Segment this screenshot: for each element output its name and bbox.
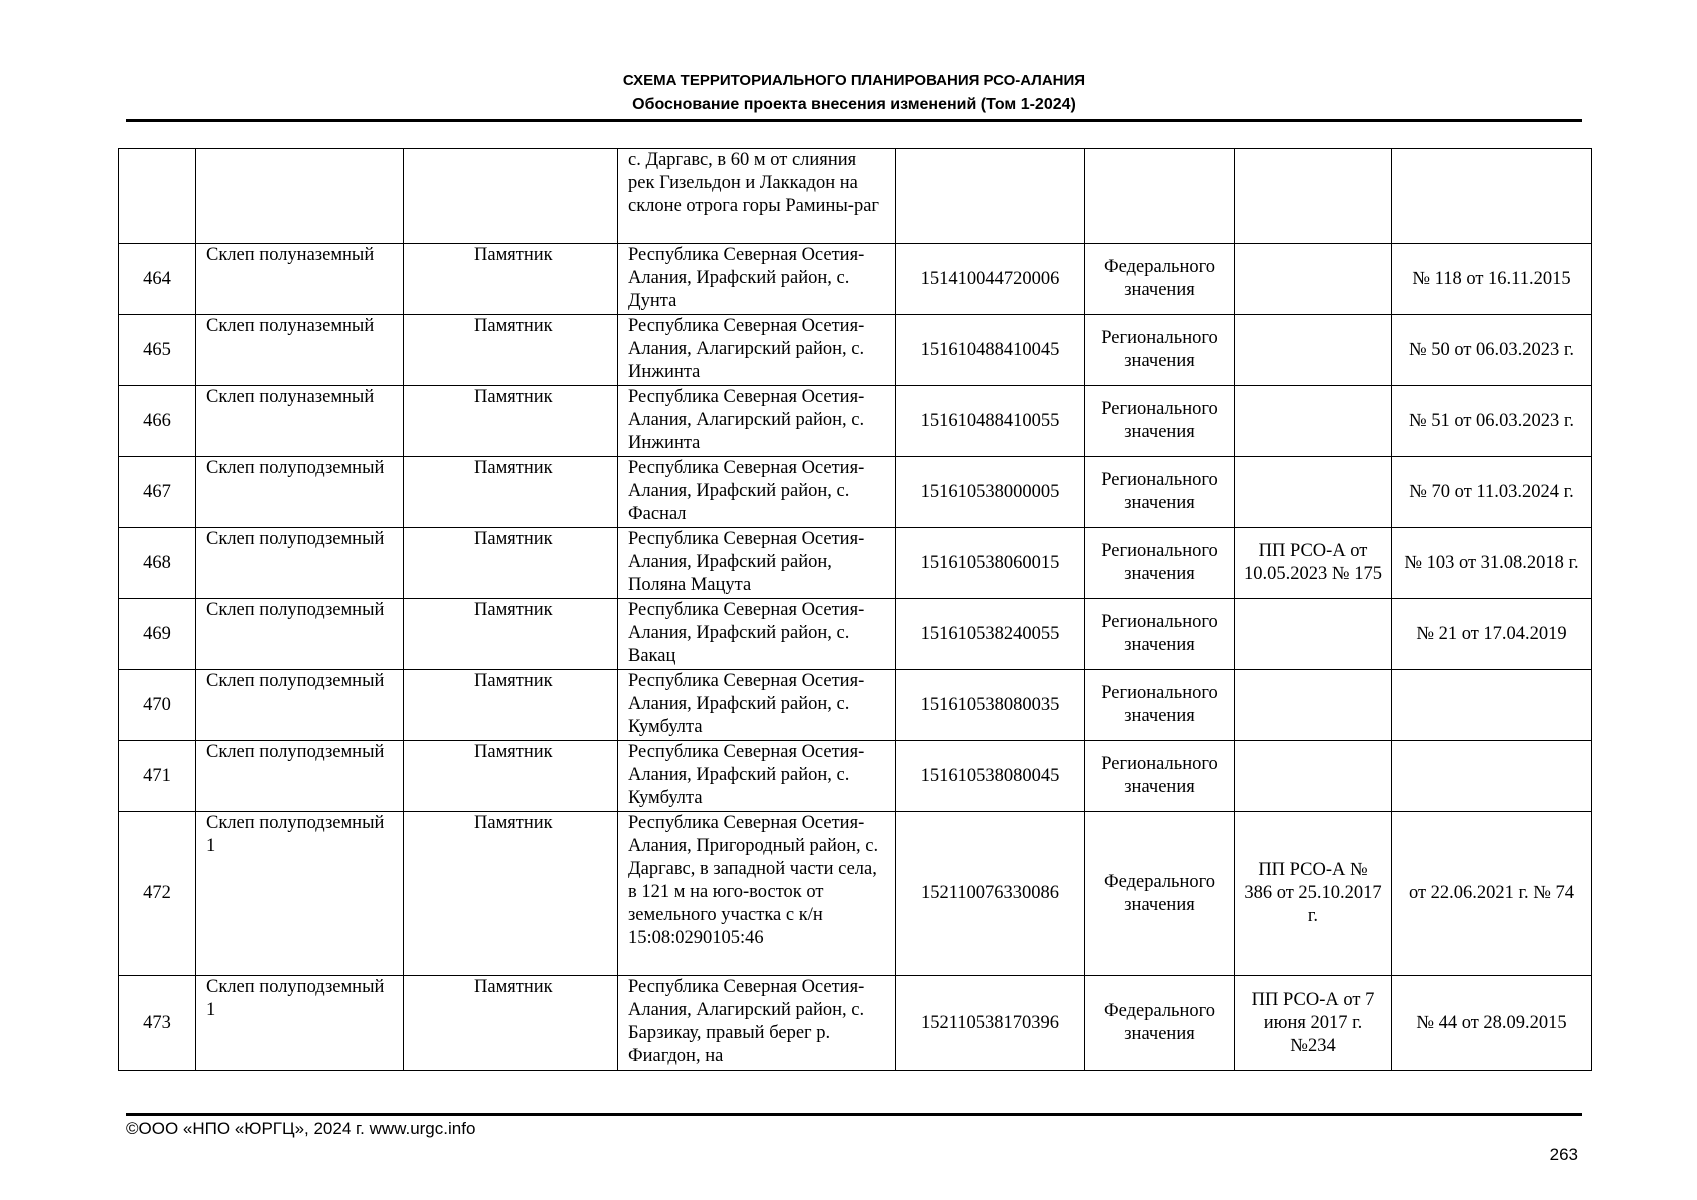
object-category-cell: Памятник [404, 244, 618, 315]
page-number: 263 [1549, 1145, 1578, 1164]
registry-number-cell: 151610488410045 [896, 315, 1085, 386]
header-divider [126, 119, 1582, 122]
object-name-cell: Склеп полуподземный [196, 457, 404, 528]
object-address-cell: Республика Северная Осетия-Алания, Ирафский район, Поляна Мацута [618, 528, 896, 599]
registry-number-cell: 152110538170396 [896, 976, 1085, 1071]
object-category-cell: Памятник [404, 457, 618, 528]
order-reference-cell: № 44 от 28.09.2015 [1392, 976, 1592, 1071]
protection-act-cell [1235, 599, 1392, 670]
monuments-table [118, 148, 1592, 1071]
object-category-cell: Памятник [404, 386, 618, 457]
document-title: СХЕМА ТЕРРИТОРИАЛЬНОГО ПЛАНИРОВАНИЯ РСО-АЛАНИЯ [622, 72, 1086, 89]
significance-category-cell: Регионального значения [1085, 457, 1235, 528]
row-number-cell: 466 [119, 386, 196, 457]
significance-category-cell: Регионального значения [1085, 741, 1235, 812]
object-name-cell: Склеп полуподземный [196, 741, 404, 812]
row-number-cell: 470 [119, 670, 196, 741]
protection-act-cell: ПП РСО-А от 7 июня 2017 г. №234 [1235, 976, 1392, 1071]
registry-number-cell: 151610488410055 [896, 386, 1085, 457]
table-row [119, 457, 1592, 528]
significance-category-cell: Федерального значения [1085, 244, 1235, 315]
order-reference-cell [1392, 741, 1592, 812]
significance-category-cell [1085, 149, 1235, 244]
object-name-cell: Склеп полуназемный [196, 386, 404, 457]
object-category-cell: Памятник [404, 976, 618, 1071]
object-category-cell [404, 149, 618, 244]
significance-category-cell: Регионального значения [1085, 386, 1235, 457]
table-row [119, 976, 1592, 1071]
registry-number-cell: 151610538000005 [896, 457, 1085, 528]
order-reference-cell: № 70 от 11.03.2024 г. [1392, 457, 1592, 528]
row-number-cell: 469 [119, 599, 196, 670]
object-category-cell: Памятник [404, 599, 618, 670]
footer-divider [126, 1113, 1582, 1116]
object-name-cell: Склеп полуподземный 1 [196, 976, 404, 1071]
row-number-cell: 467 [119, 457, 196, 528]
row-number-cell: 464 [119, 244, 196, 315]
significance-category-cell: Регионального значения [1085, 670, 1235, 741]
table-row [119, 315, 1592, 386]
significance-category-cell: Регионального значения [1085, 315, 1235, 386]
row-number-cell: 473 [119, 976, 196, 1071]
protection-act-cell [1235, 149, 1392, 244]
registry-number-cell: 151610538060015 [896, 528, 1085, 599]
protection-act-cell [1235, 244, 1392, 315]
object-address-cell: Республика Северная Осетия-Алания, Алагирский район, с. Барзикау, правый берег р. Фиагдон, на [618, 976, 896, 1071]
object-name-cell: Склеп полуподземный [196, 599, 404, 670]
table-row [119, 528, 1592, 599]
registry-number-cell: 151410044720006 [896, 244, 1085, 315]
order-reference-cell [1392, 670, 1592, 741]
significance-category-cell: Федерального значения [1085, 812, 1235, 976]
order-reference-cell: № 103 от 31.08.2018 г. [1392, 528, 1592, 599]
table-row [119, 670, 1592, 741]
object-address-cell: Республика Северная Осетия-Алания, Ирафский район, с. Кумбулта [618, 741, 896, 812]
registry-number-cell: 151610538080035 [896, 670, 1085, 741]
object-category-cell: Памятник [404, 315, 618, 386]
object-category-cell: Памятник [404, 741, 618, 812]
registry-number-cell: 151610538080045 [896, 741, 1085, 812]
protection-act-cell: ПП РСО-А № 386 от 25.10.2017 г. [1235, 812, 1392, 976]
order-reference-cell: № 51 от 06.03.2023 г. [1392, 386, 1592, 457]
row-number-cell: 471 [119, 741, 196, 812]
object-name-cell: Склеп полуподземный [196, 528, 404, 599]
order-reference-cell: № 118 от 16.11.2015 [1392, 244, 1592, 315]
row-number-cell: 465 [119, 315, 196, 386]
object-category-cell: Памятник [404, 670, 618, 741]
protection-act-cell [1235, 386, 1392, 457]
order-reference-cell: № 50 от 06.03.2023 г. [1392, 315, 1592, 386]
row-number-cell: 468 [119, 528, 196, 599]
protection-act-cell [1235, 741, 1392, 812]
object-name-cell: Склеп полуназемный [196, 315, 404, 386]
significance-category-cell: Регионального значения [1085, 599, 1235, 670]
table-row [119, 244, 1592, 315]
object-name-cell: Склеп полуподземный [196, 670, 404, 741]
significance-category-cell: Федерального значения [1085, 976, 1235, 1071]
document-subtitle: Обоснование проекта внесения изменений (Том 1-2024) [632, 96, 1076, 113]
footer-copyright: ©ООО «НПО «ЮРГЦ», 2024 г. www.urgc.info [126, 1119, 476, 1138]
object-address-cell: Республика Северная Осетия-Алания, Алагирский район, с. Инжинта [618, 315, 896, 386]
protection-act-cell [1235, 670, 1392, 741]
table-row [119, 741, 1592, 812]
table-row [119, 386, 1592, 457]
object-name-cell: Склеп полуподземный 1 [196, 812, 404, 976]
registry-number-cell [896, 149, 1085, 244]
order-reference-cell: № 21 от 17.04.2019 [1392, 599, 1592, 670]
order-reference-cell: от 22.06.2021 г. № 74 [1392, 812, 1592, 976]
object-address-cell: Республика Северная Осетия-Алания, Пригородный район, с. Даргавс, в западной части села, в 121 м на юго-восток от земельного участка с к/н 15:08:0290105:46 [618, 812, 896, 976]
significance-category-cell: Регионального значения [1085, 528, 1235, 599]
registry-number-cell: 152110076330086 [896, 812, 1085, 976]
row-number-cell [119, 149, 196, 244]
object-name-cell: Склеп полуназемный [196, 244, 404, 315]
protection-act-cell: ПП РСО-А от 10.05.2023 № 175 [1235, 528, 1392, 599]
object-address-cell: Республика Северная Осетия-Алания, Ирафский район, с. Кумбулта [618, 670, 896, 741]
object-address-cell: с. Даргавс, в 60 м от слияния рек Гизельдон и Лаккадон на склоне отрога горы Рамины-раг [618, 149, 896, 244]
table-row [119, 149, 1592, 244]
protection-act-cell [1235, 457, 1392, 528]
protection-act-cell [1235, 315, 1392, 386]
table-row [119, 812, 1592, 976]
registry-number-cell: 151610538240055 [896, 599, 1085, 670]
object-address-cell: Республика Северная Осетия-Алания, Ирафский район, с. Вакац [618, 599, 896, 670]
row-number-cell: 472 [119, 812, 196, 976]
object-name-cell [196, 149, 404, 244]
object-address-cell: Республика Северная Осетия-Алания, Ирафский район, с. Фаснал [618, 457, 896, 528]
table-body [119, 149, 1592, 1071]
order-reference-cell [1392, 149, 1592, 244]
object-address-cell: Республика Северная Осетия-Алания, Ирафский район, с. Дунта [618, 244, 896, 315]
table-row [119, 599, 1592, 670]
object-category-cell: Памятник [404, 528, 618, 599]
object-address-cell: Республика Северная Осетия-Алания, Алагирский район, с. Инжинта [618, 386, 896, 457]
object-category-cell: Памятник [404, 812, 618, 976]
